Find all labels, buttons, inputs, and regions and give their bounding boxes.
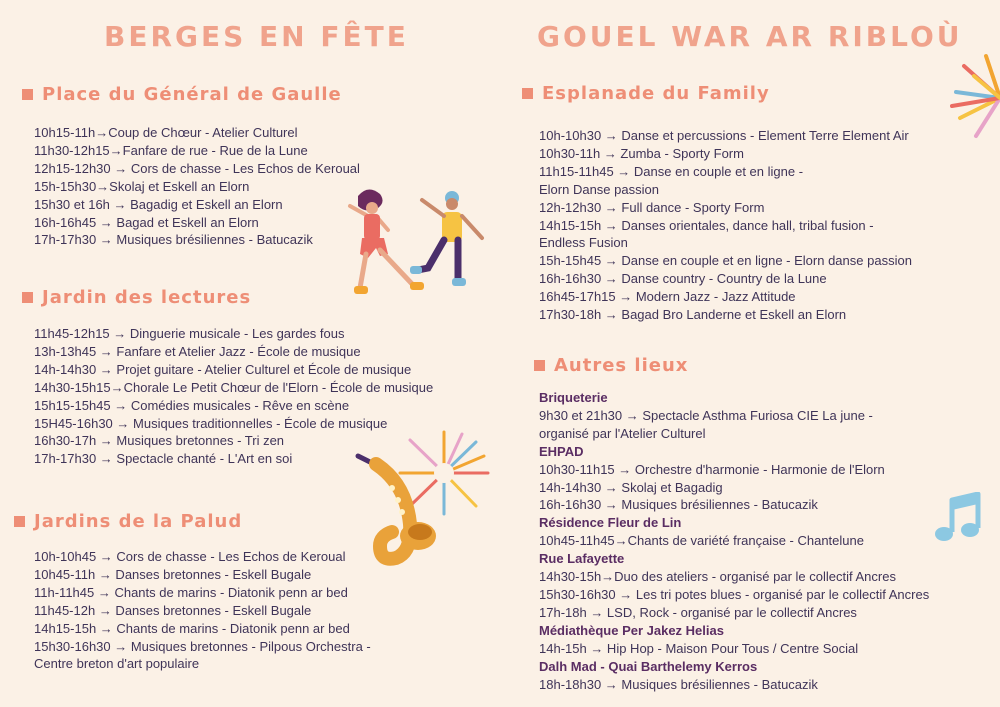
list-item: Elorn Danse passion [539, 181, 659, 197]
place-name: EHPAD [539, 443, 584, 459]
bullet-square-icon [22, 89, 33, 100]
list-item: 12h15-12h30 → Cors de chasse - Les Echos de Keroual [34, 160, 360, 176]
list-item: 14h-14h30 → Skolaj et Bagadig [539, 479, 723, 495]
section-heading: Autres lieux [554, 355, 689, 376]
section-heading: Jardin des lectures [42, 287, 252, 308]
list-item: 10h30-11h → Zumba - Sporty Form [539, 145, 744, 161]
event-list-place-general-de-gaulle [34, 124, 360, 249]
list-item: 11h15-11h45 → Danse en couple et en ligne - [539, 163, 804, 179]
list-item: Endless Fusion [539, 235, 628, 251]
event-list-esplanade-du-family [539, 127, 912, 324]
list-item: 17h-17h30 → Musiques brésiliennes - Batucazik [34, 232, 313, 248]
place-name: Rue Lafayette [539, 551, 625, 567]
list-item: Centre breton d'art populaire [34, 656, 200, 672]
list-item: 14h15-15h → Chants de marins - Diatonik penn ar bed [34, 620, 350, 636]
bullet-square-icon [22, 292, 33, 303]
music-note-icon [934, 492, 982, 554]
list-item: 15h-15h45 → Danse en couple et en ligne - Elorn danse passion [539, 253, 912, 269]
list-item: 10h-10h45 → Cors de chasse - Les Echos de Keroual [34, 549, 346, 564]
bullet-square-icon [534, 360, 545, 371]
right-title: GOUEL WAR AR RIBLOÙ [537, 20, 963, 53]
list-item: 12h-12h30 → Full dance - Sporty Form [539, 199, 765, 215]
section-jardin-des-lectures [22, 287, 251, 308]
list-item: 11h45-12h15 → Dinguerie musicale - Les gardes fous [34, 326, 345, 341]
list-item: 10h45-11h → Danses bretonnes - Eskell Bugale [34, 566, 312, 582]
list-item: 11h45-12h → Danses bretonnes - Eskell Bugale [34, 602, 312, 618]
list-item: 11h30-12h15→Fanfare de rue - Rue de la Lune [34, 142, 308, 158]
list-item: 14h30-15h15→Chorale Le Petit Chœur de l'Elorn - École de musique [34, 379, 434, 395]
event-list-jardin-des-lectures [34, 325, 433, 468]
list-item: 15h15-15h45 → Comédies musicales - Rêve en scène [34, 397, 350, 413]
list-item: 14h-14h30 → Projet guitare - Atelier Culturel et École de musique [34, 361, 412, 377]
list-item: 14h15-15h → Danses orientales, dance hall, tribal fusion - [539, 217, 874, 233]
list-item: 16h45-17h15 → Modern Jazz - Jazz Attitude [539, 289, 796, 305]
section-heading: Esplanade du Family [542, 83, 770, 104]
list-item: 17h-18h → LSD, Rock - organisé par le collectif Ancres [539, 604, 857, 620]
list-item: 16h-16h30 → Musiques brésiliennes - Batucazik [539, 497, 818, 513]
bullet-square-icon [14, 516, 25, 527]
section-autres-lieux [534, 355, 688, 376]
section-heading: Jardins de la Palud [34, 511, 243, 532]
list-item: organisé par l'Atelier Culturel [539, 425, 706, 441]
list-item: 14h-15h → Hip Hop - Maison Pour Tous / Centre Social [539, 640, 859, 656]
event-list-jardins-de-la-palud [34, 548, 371, 673]
list-item: 14h30-15h→Duo des ateliers - organisé par le collectif Ancres [539, 569, 896, 585]
event-list-autres-lieux [539, 389, 929, 693]
list-item: 15H45-16h30 → Musiques traditionnelles - École de musique [34, 415, 388, 431]
place-name: Dalh Mad - Quai Barthelemy Kerros [539, 658, 758, 674]
dancers-icon [340, 186, 490, 318]
list-item: 18h-18h30 → Musiques brésiliennes - Batucazik [539, 676, 818, 692]
section-place-general-de-gaulle [22, 84, 342, 105]
saxophone-icon [352, 452, 448, 570]
section-heading: Place du Général de Gaulle [42, 84, 342, 105]
list-item: 15h30-16h30 → Les tri potes blues - organisé par le collectif Ancres [539, 586, 930, 602]
list-item: 17h30-18h → Bagad Bro Landerne et Eskell an Elorn [539, 307, 847, 323]
bullet-square-icon [522, 88, 533, 99]
fireworks-icon [946, 52, 1000, 144]
left-title: BERGES EN FÊTE [104, 20, 409, 53]
section-jardins-de-la-palud [14, 511, 242, 532]
list-item: 11h-11h45 → Chants de marins - Diatonik penn ar bed [34, 584, 348, 600]
list-item: 15h-15h30→Skolaj et Eskell an Elorn [34, 178, 250, 194]
list-item: 15h30-16h30 → Musiques bretonnes - Pilpous Orchestra - [34, 638, 371, 654]
list-item: 13h-13h45 → Fanfare et Atelier Jazz - École de musique [34, 343, 361, 359]
list-item: 15h30 et 16h → Bagadig et Eskell an Elorn [34, 196, 283, 212]
list-item: 17h-17h30 → Spectacle chanté - L'Art en soi [34, 451, 293, 467]
list-item: 10h30-11h15 → Orchestre d'harmonie - Harmonie de l'Elorn [539, 461, 885, 477]
place-name: Médiathèque Per Jakez Helias [539, 622, 724, 638]
section-esplanade-du-family [522, 83, 770, 104]
list-item: 16h30-17h → Musiques bretonnes - Tri zen [34, 433, 285, 449]
place-name: Briqueterie [539, 390, 608, 405]
list-item: 10h45-11h45→Chants de variété française - Chantelune [539, 533, 864, 549]
list-item: 16h-16h45 → Bagad et Eskell an Elorn [34, 214, 259, 230]
list-item: 9h30 et 21h30 → Spectacle Asthma Furiosa CIE La june - [539, 407, 873, 423]
list-item: 16h-16h30 → Danse country - Country de la Lune [539, 271, 827, 287]
list-item: 10h15-11h→Coup de Chœur - Atelier Culturel [34, 125, 298, 140]
list-item: 10h-10h30 → Danse et percussions - Element Terre Element Air [539, 128, 909, 143]
place-name: Résidence Fleur de Lin [539, 515, 682, 531]
